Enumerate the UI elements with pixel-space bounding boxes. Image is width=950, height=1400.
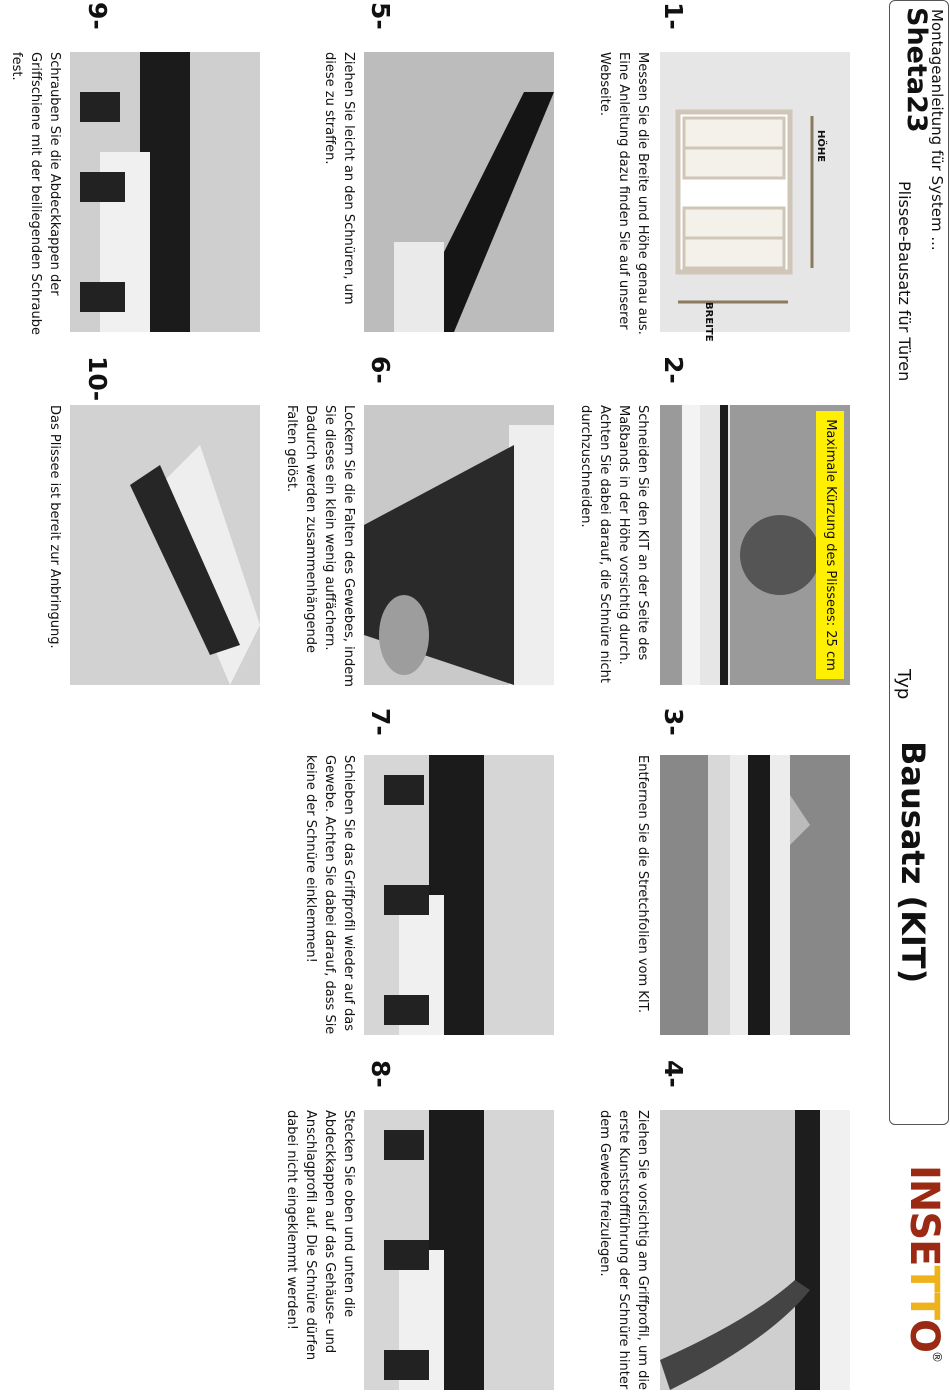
subtitle: Plissee-Bausatz für Türen: [895, 181, 914, 382]
step-4-number: 4-: [659, 1060, 688, 1088]
step-3-image: [660, 755, 850, 1035]
width-label: HÖHE: [815, 130, 826, 163]
step-8-number: 8-: [366, 1060, 395, 1088]
step-10-image: [70, 405, 260, 685]
step-9-image: [70, 52, 260, 332]
step-5-number: 5-: [366, 2, 395, 30]
step-2-text: Schneiden Sie den KIT an der Seite des Maßbands in der Höhe vorsichtig durch. Achten Sie dabei darauf, die Schnüre nicht durchzuschneiden.: [578, 405, 650, 683]
step-6-image: [364, 405, 554, 685]
step-5-image: [364, 52, 554, 332]
step-2-number: 2-: [659, 356, 688, 384]
max-shortening-note: Maximale Kürzung des Plissees: 25 cm: [816, 411, 844, 679]
step-7-text: Schieben Sie das Griffprofil wieder auf das Gewebe. Achten Sie dabei darauf, dass Sie keine der Schnüre einklemmen!: [303, 755, 356, 1035]
step-9-text: Schrauben Sie die Abdeckkappen der Griffschiene mit der beiliegenden Schraube fest.: [9, 52, 62, 335]
step-3-number: 3-: [659, 708, 688, 736]
step-5-text: Ziehen Sie leicht an den Schnüren, um diese zu straffen.: [322, 52, 356, 305]
header-box: [889, 0, 949, 1125]
step-4-text: Ziehen Sie vorsichtig am Griffprofil, um die erste Kunststoffführung der Schnüre hinter dem Gewebe freizulegen.: [597, 1110, 650, 1390]
typ-label: Typ: [893, 669, 914, 700]
step-6-text: Lockern Sie die Falten des Gewebes, indem Sie dieses ein klein wenig auffächern. Dadurch werden zusammenhängende Falten gelöst.: [284, 405, 356, 687]
step-10-text: Das Plissee ist bereit zur Anbringung.: [47, 405, 62, 649]
typ-name: Bausatz (KIT): [894, 741, 932, 984]
step-8-image: [364, 1110, 554, 1390]
step-2-image: [660, 405, 850, 685]
insetto-logo: INSETTO ®: [901, 1165, 947, 1363]
registered-mark: ®: [930, 1351, 944, 1363]
step-8-text: Stecken Sie oben und unten die Abdeckkappen auf das Gehäuse- und Anschlagprofil auf. Die Schnüre dürfen dabei nicht eingeklemmt werden!: [284, 1110, 356, 1361]
step-6-number: 6-: [366, 356, 395, 384]
step-7-number: 7-: [366, 708, 395, 736]
step-9-number: 9-: [83, 2, 112, 30]
system-label: Montageanleitung für System ...: [928, 9, 946, 251]
system-name: Sheta23: [901, 7, 932, 133]
step-4-image: [660, 1110, 850, 1390]
step-3-text: Entfernen Sie die Stretchfolien vom KIT.: [635, 755, 650, 1014]
step-1-number: 1-: [659, 2, 688, 30]
step-1-text: Messen Sie die Breite und Höhe genau aus. Eine Anleitung dazu finden Sie auf unserer Webseite.: [597, 52, 650, 335]
step-7-image: [364, 755, 554, 1035]
height-label: BREITE: [703, 302, 714, 342]
step-10-number: 10-: [83, 356, 112, 402]
step-1-image: [660, 52, 850, 332]
